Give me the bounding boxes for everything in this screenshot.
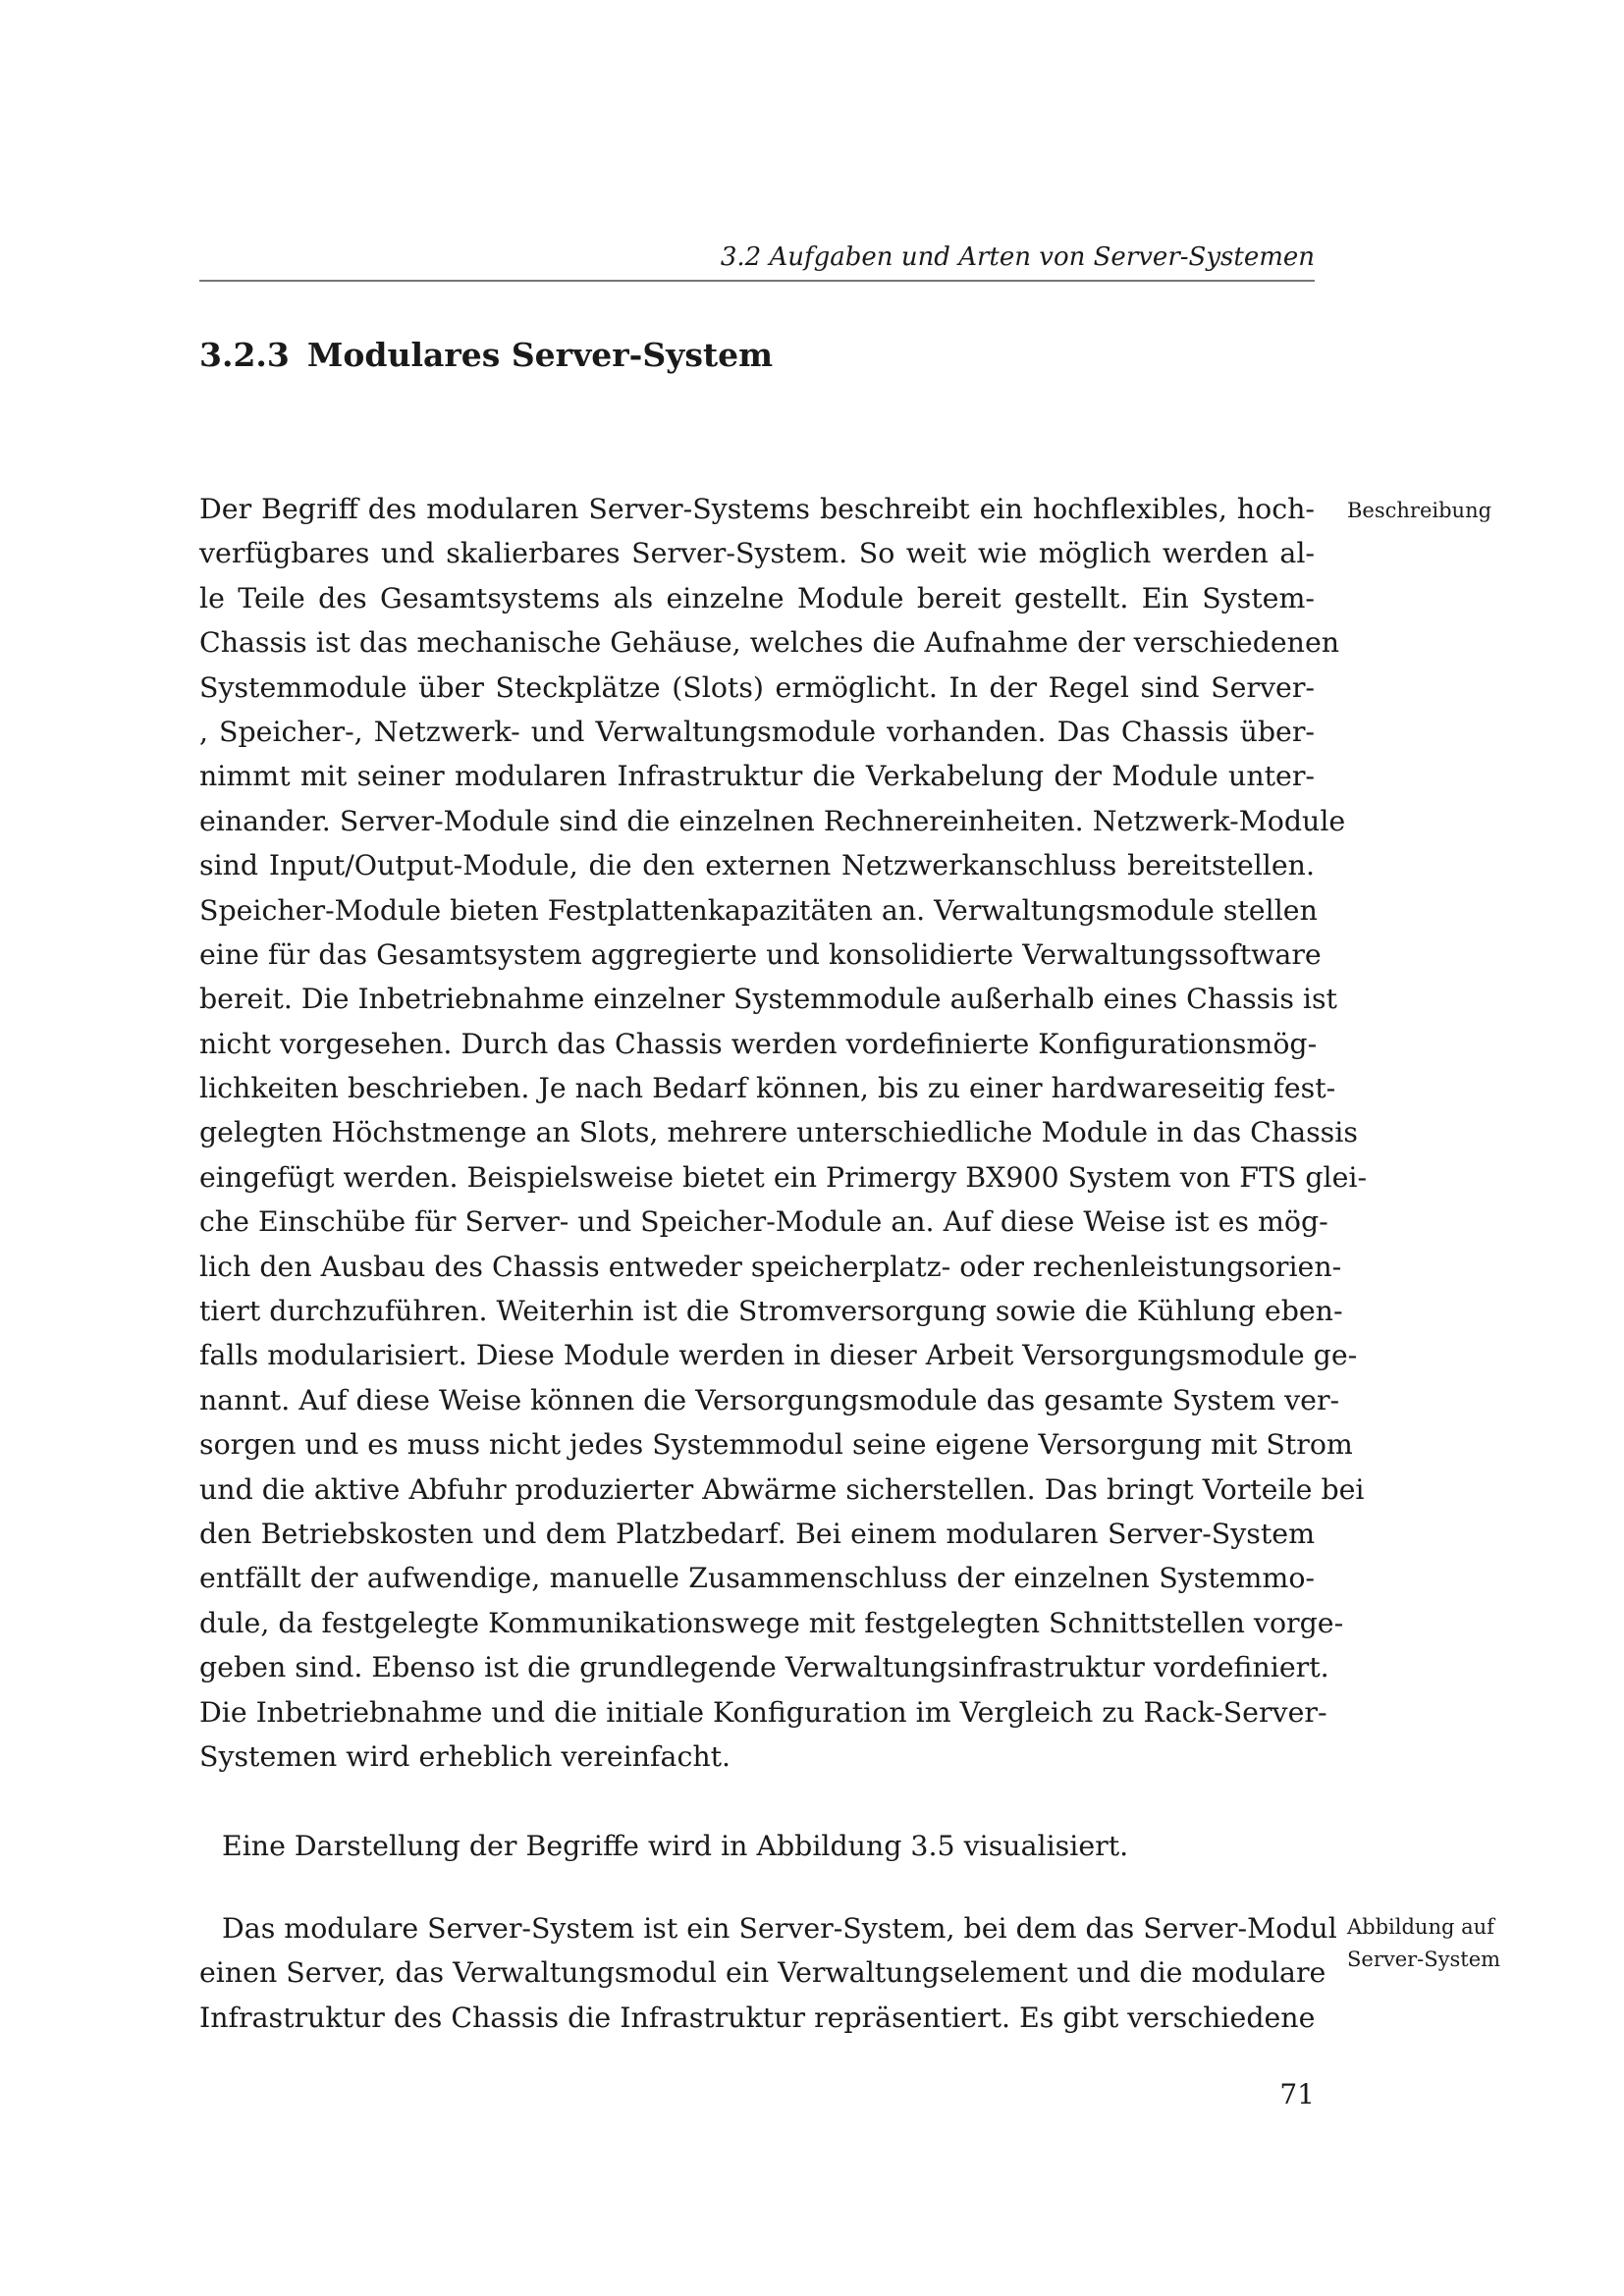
- text-line: tiert durchzuführen. Weiterhin ist die Stromversorgung sowie die Kühlung eben-: [199, 1295, 1343, 1328]
- text-line: nannt. Auf diese Weise können die Versorgungsmodule das gesamte System ver-: [199, 1383, 1340, 1416]
- text-line: Systemmodule über Steckplätze (Slots) ermöglicht. In der Regel sind Server-: [199, 670, 1315, 704]
- text-line: nicht vorgesehen. Durch das Chassis werden vordefinierte Konfigurationsmög-: [199, 1027, 1318, 1060]
- text-line: bereit. Die Inbetriebnahme einzelner Systemmodule außerhalb eines Chassis ist: [199, 983, 1337, 1016]
- text-line: che Einschübe für Server- und Speicher-Module an. Auf diese Weise ist es mög-: [199, 1205, 1328, 1239]
- text-line: gelegten Höchstmenge an Slots, mehrere unterschiedliche Module in das Chassis: [199, 1116, 1358, 1149]
- text-line: sorgen und es muss nicht jedes Systemmodul seine eigene Versorgung mit Strom: [199, 1428, 1353, 1462]
- text-line: le Teile des Gesamtsystems als einzelne Module bereit gestellt. Ein System-: [199, 581, 1315, 614]
- margin-note-line: Server-System: [1347, 1948, 1501, 1971]
- header-rule: [199, 280, 1315, 282]
- text-line: Speicher-Module bieten Festplattenkapazitäten an. Verwaltungsmodule stellen: [199, 893, 1318, 927]
- text-line: Das modulare Server-System ist ein Server-System, bei dem das Server-Modul: [222, 1912, 1337, 1945]
- text-line: einander. Server-Module sind die einzelnen Rechnereinheiten. Netzwerk-Module: [199, 804, 1346, 837]
- page-number: 71: [1279, 2078, 1315, 2110]
- text-line: einen Server, das Verwaltungsmodul ein Verwaltungselement und die modulare: [199, 1956, 1326, 1990]
- margin-note-line: Abbildung auf: [1347, 1915, 1494, 1939]
- text-line: Chassis ist das mechanische Gehäuse, welches die Aufnahme der verschiedenen: [199, 626, 1340, 660]
- text-line: sind Input/Output-Module, die den externen Netzwerkanschluss bereitstellen.: [199, 849, 1315, 882]
- section-heading: [199, 334, 773, 377]
- text-line: , Speicher-, Netzwerk- und Verwaltungsmodule vorhanden. Das Chassis über-: [199, 715, 1315, 748]
- text-line: lich den Ausbau des Chassis entweder speicherplatz- oder rechenleistungsorien-: [199, 1250, 1342, 1283]
- body-paragraph-mapping: [199, 1906, 1337, 2040]
- margin-note-description: Beschreibung: [1347, 499, 1492, 522]
- text-line: nimmt mit seiner modularen Infrastruktur die Verkabelung der Module unter-: [199, 760, 1315, 793]
- text-line: lichkeiten beschrieben. Je nach Bedarf können, bis zu einer hardwareseitig fest-: [199, 1072, 1336, 1105]
- text-line: den Betriebskosten und dem Platzbedarf. Bei einem modularen Server-System: [199, 1517, 1315, 1550]
- text-line: dule, da festgelegte Kommunikationswege mit festgelegten Schnittstellen vorge-: [199, 1606, 1344, 1639]
- text-line: falls modularisiert. Diese Module werden in dieser Arbeit Versorgungsmodule ge-: [199, 1339, 1358, 1372]
- text-line: und die aktive Abfuhr produzierter Abwärme sicherstellen. Das bringt Vorteile bei: [199, 1472, 1365, 1506]
- margin-note-mapping: [1347, 1911, 1500, 1976]
- text-line: eingefügt werden. Beispielsweise bietet ein Primergy BX900 System von FTS glei-: [199, 1160, 1368, 1194]
- text-line: entfällt der aufwendige, manuelle Zusammenschluss der einzelnen Systemmo-: [199, 1562, 1315, 1595]
- text-line: geben sind. Ebenso ist die grundlegende Verwaltungsinfrastruktur vordefiniert.: [199, 1651, 1329, 1684]
- text-line: Systemen wird erheblich vereinfacht.: [199, 1739, 731, 1773]
- running-header: 3.2 Aufgaben und Arten von Server-Systemen: [720, 242, 1315, 272]
- section-number: 3.2.3: [199, 336, 290, 374]
- text-line: eine für das Gesamtsystem aggregierte und konsolidierte Verwaltungssoftware: [199, 937, 1322, 971]
- text-line: Die Inbetriebnahme und die initiale Konfiguration im Vergleich zu Rack-Server-: [199, 1695, 1327, 1729]
- text-line: Der Begriff des modularen Server-Systems beschreibt ein hochflexibles, hoch-: [199, 493, 1315, 525]
- body-paragraph-description: [199, 487, 1368, 1779]
- section-title: Modulares Server-System: [306, 336, 774, 374]
- text-line: Infrastruktur des Chassis die Infrastruktur repräsentiert. Es gibt verschiedene: [199, 2001, 1316, 2034]
- text-line: verfügbares und skalierbares Server-System. So weit wie möglich werden al-: [199, 537, 1315, 570]
- body-paragraph-figure-reference: Eine Darstellung der Begriffe wird in Abbildung 3.5 visualisiert.: [222, 1830, 1129, 1862]
